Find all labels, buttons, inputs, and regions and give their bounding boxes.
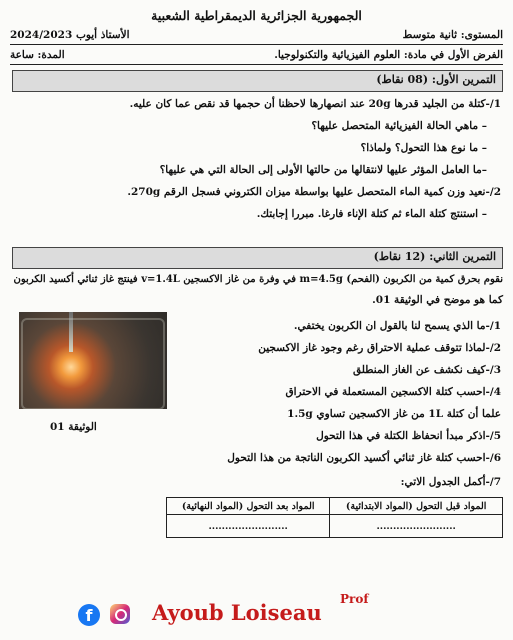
exam-label: الفرض الأول في مادة: العلوم الفيزيائية والتكنولوجيا. xyxy=(274,49,503,61)
exercise2-title: التمرين الثاني: (12 نقاط) xyxy=(373,250,496,263)
header-divider-2 xyxy=(10,64,503,65)
ex2-intro: كما هو موضح في الوثيقة 01. xyxy=(372,294,503,306)
exercise1-header xyxy=(12,70,503,92)
footer-brand xyxy=(60,594,460,634)
document-01-label: الوثيقة 01 xyxy=(50,421,97,433)
document-01-photo xyxy=(19,312,167,409)
ex1-line: – ما نوع هذا التحول؟ ولماذا؟ xyxy=(360,142,487,154)
ex2-question: 7/-أكمل الجدول الاتي: xyxy=(400,476,501,488)
ex2-question: 6/-احسب كتلة غاز ثنائي أكسيد الكربون الناتجة من هذا التحول xyxy=(227,452,501,464)
republic-title: الجمهورية الجزائرية الديمقراطية الشعبية xyxy=(151,8,362,23)
brand-prof: Prof xyxy=(340,592,369,606)
ex1-line: – استنتج كتلة الماء ثم كتلة الإناء فارغا. مبررا إجابتك. xyxy=(256,208,487,220)
ex2-question: 5/-اذكر مبدأ انحفاظ الكتلة في هذا التحول xyxy=(316,430,501,442)
table-cell-before: ........................ xyxy=(330,515,503,538)
ex1-line: 1/-كتلة من الجليد قدرها 20g عند انصهارها لاحظنا أن حجمها قد نقص عما كان عليه. xyxy=(129,98,501,110)
ex2-question: 2/-لماذا تتوقف عملية الاحتراق رغم وجود غاز الاكسجين xyxy=(258,342,501,354)
duration-label: المدة: ساعة xyxy=(10,49,65,61)
table-cell-after: ........................ xyxy=(167,515,330,538)
level-label: المستوى: ثانية متوسط xyxy=(402,29,503,41)
ex2-question: 1/-ما الذي يسمح لنا بالقول ان الكربون يختفي. xyxy=(293,320,501,332)
ex2-question: 3/-كيف نكشف عن الغاز المنطلق xyxy=(352,364,501,376)
ex2-intro: نقوم بحرق كمية من الكربون (الفحم) m=4.5g في وفرة من غاز الاكسجين v=1.4L فينتج غاز ثنائي أكسيد الكربون xyxy=(13,274,503,285)
table-header-before: المواد قبل التحول (المواد الابتدائية) xyxy=(330,498,503,515)
teacher-year-label: الأستاذ أيوب 2024/2023 xyxy=(10,29,130,41)
brand-name: Ayoub Loiseau xyxy=(152,600,322,625)
header-divider xyxy=(10,44,503,45)
ex1-line: 2/-نعيد وزن كمية الماء المتحصل عليها بواسطة ميزان الكتروني فسجل الرقم 270g. xyxy=(127,186,501,198)
ex1-line: –ما العامل المؤثر عليها لانتقالها من حالتها الأولى إلى الحالة التي هي عليها؟ xyxy=(159,164,487,176)
materials-table xyxy=(166,497,503,538)
ex1-line: – ماهي الحالة الفيزيائية المتحصل عليها؟ xyxy=(311,120,487,132)
jar-shape xyxy=(21,318,165,409)
ex2-question: 4/-احسب كتلة الاكسجين المستعملة في الاحتراق xyxy=(285,386,501,398)
facebook-icon[interactable]: f xyxy=(78,604,100,626)
table-header-after: المواد بعد التحول (المواد النهائية) xyxy=(167,498,330,515)
exercise2-header xyxy=(12,247,503,269)
exercise1-title: التمرين الأول: (08 نقاط) xyxy=(376,73,496,86)
instagram-icon[interactable] xyxy=(110,604,130,624)
ex2-question: علما أن كتلة 1L من غاز الاكسجين تساوي 1.5g xyxy=(287,408,501,420)
